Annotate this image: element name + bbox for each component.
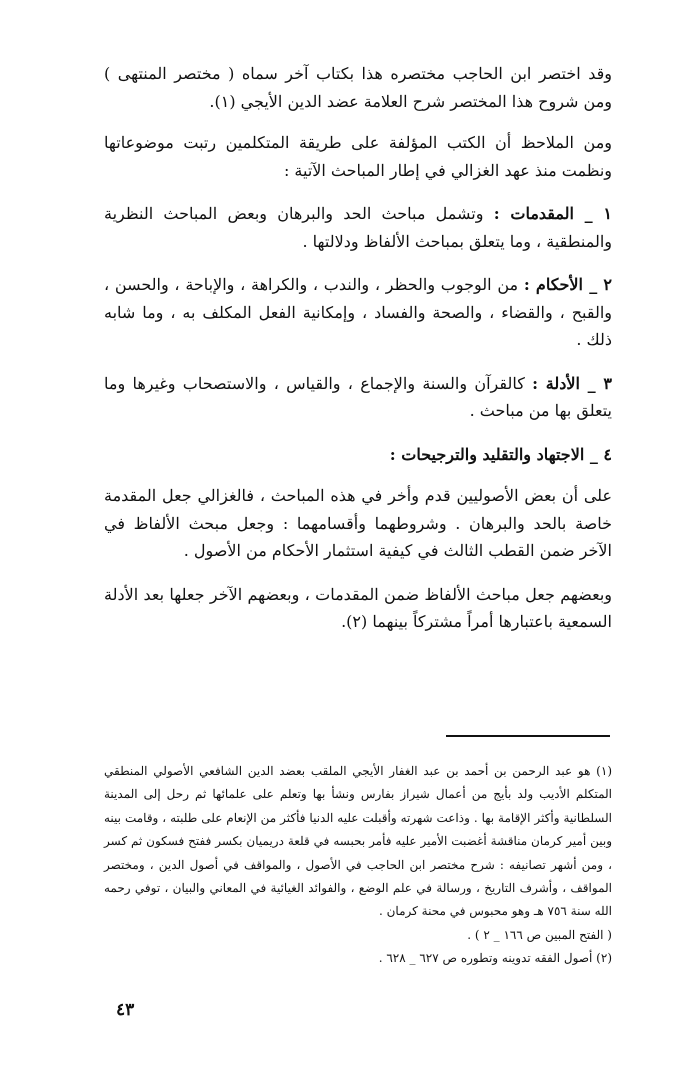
list-item-rulings bbox=[104, 271, 612, 354]
list-item-evidences bbox=[104, 370, 612, 425]
list-item-text: وتشمل مباحث الحد والبرهان وبعض المباحث النظرية والمنطقية ، وما يتعلق بمباحث الألفاظ ودلالتها . bbox=[104, 204, 612, 251]
paragraph-closing: وبعضهم جعل مباحث الألفاظ ضمن المقدمات ، وبعضهم الآخر جعلها بعد الأدلة السمعية باعتبارها أمراً مشتركاً بينهما (٢). bbox=[104, 584, 612, 631]
paragraph-ordering: على أن بعض الأصوليين قدم وأخر في هذه المباحث ، فالغزالي جعل المقدمة خاصة بالحد والبرهان . وشروطهما وأقسامهما : وجعل مبحث الألفاظ في الآخر ضمن القطب الثالث في كيفية استثمار الأحكام من الأصول . bbox=[104, 486, 612, 560]
paragraph-topics-intro: ومن الملاحظ أن الكتب المؤلفة على طريقة المتكلمين رتبت موضوعاتها ونظمت منذ عهد الغزالي في إطار المباحث الآتية : bbox=[104, 133, 612, 180]
page-number: ٤٣ bbox=[116, 1000, 135, 1020]
list-item-title: ١ _ المقدمات : bbox=[493, 204, 613, 223]
footnotes bbox=[104, 760, 612, 971]
footnote-1: (١) هو عبد الرحمن بن أحمد بن عبد الغفار الأيجي الملقب بعضد الدين الشافعي الأصولي المنطقي المتكلم الأديب ولد بأيج من أعمال شيراز بفارس ونشأ بها وتعلم على علمائها ثم رحل إلى المدينة السلطانية وأكثر الإقامة بها . وذاعت شهرته وأقبلت عليه الدنيا فأكثر من الإنعام على طلبته ، وقامت بينه وبين أمير كرمان مناقشة أغضبت الأمير عليه فأمر بحبسه في قلعة دريميان بكسر ففتح فسكون ثم كسر ، ومن أشهر تصانيفه : شرح مختصر ابن الحاجب في الأصول ، والمواقف في أصول الدين ، ومختصر المواقف ، وأشرف التاريخ ، ورسالة في علم الوضع ، والفوائد الغيائية في المعاني والبيان ، توفي رحمه الله سنة ٧٥٦ هـ وهو محبوس في محنة كرمان . bbox=[104, 764, 612, 919]
list-item-introductions bbox=[104, 200, 612, 255]
list-item-ijtihad: ٤ _ الاجتهاد والتقليد والترجيحات : bbox=[389, 444, 612, 464]
footnote-1-source: ( الفتح المبين ص ١٦٦ _ ٢ ) . bbox=[467, 927, 612, 942]
list-item-text: كالقرآن والسنة والإجماع ، والقياس ، والاستصحاب وغيرها وما يتعلق بها من مباحث . bbox=[104, 373, 612, 420]
list-item-title: ٣ _ الأدلة : bbox=[532, 373, 613, 393]
list-item-title: ٢ _ الأحكام : bbox=[523, 275, 613, 294]
footnote-divider bbox=[446, 735, 610, 737]
paragraph-intro: وقد اختصر ابن الحاجب مختصره هذا بكتاب آخر سماه ( مختصر المنتهى ) ومن شروح هذا المختصر شرح العلامة عضد الدين الأيجي (١). bbox=[104, 64, 612, 111]
main-text bbox=[104, 60, 612, 636]
list-item-text: من الوجوب والحظر ، والندب ، والكراهة ، والإباحة ، والحسن ، والقبح ، والقضاء ، والصحة والفساد ، وإمكانية الفعل المكلف به ، وما شابه ذلك . bbox=[104, 275, 612, 349]
footnote-2: (٢) أصول الفقه تدوينه وتطوره ص ٦٢٧ _ ٦٢٨ . bbox=[378, 951, 612, 966]
